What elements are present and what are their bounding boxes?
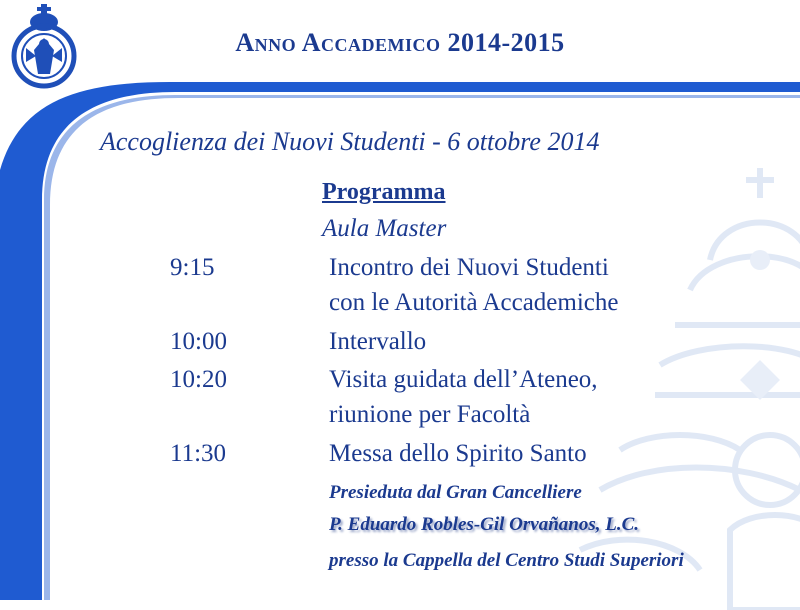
schedule-activity: Messa dello Spirito Santo: [329, 440, 587, 467]
event-subtitle: Accoglienza dei Nuovi Studenti - 6 ottobre 2014: [100, 127, 600, 156]
schedule-time: 10:20: [170, 366, 227, 393]
mass-presider-note: Presieduta dal Gran Cancelliere: [329, 482, 582, 503]
program-room: Aula Master: [322, 215, 447, 242]
schedule-time: 11:30: [170, 440, 227, 467]
program-heading: Programma: [322, 179, 446, 205]
presider-name: P. Eduardo Robles-Gil Orvañanos, L.C.: [329, 514, 640, 535]
schedule-activity: riunione per Facoltà: [329, 401, 531, 428]
schedule-time: 9:15: [170, 254, 215, 281]
schedule-time: 10:00: [170, 328, 227, 355]
schedule-activity: con le Autorità Accademiche: [329, 289, 619, 316]
schedule-activity: Incontro dei Nuovi Studenti: [329, 254, 609, 281]
schedule-activity: Intervallo: [329, 328, 427, 355]
location-note: presso la Cappella del Centro Studi Superiori: [329, 550, 684, 571]
schedule-activity: Visita guidata dell’Ateneo,: [329, 366, 598, 393]
page-title: Anno Accademico 2014-2015: [235, 28, 565, 57]
